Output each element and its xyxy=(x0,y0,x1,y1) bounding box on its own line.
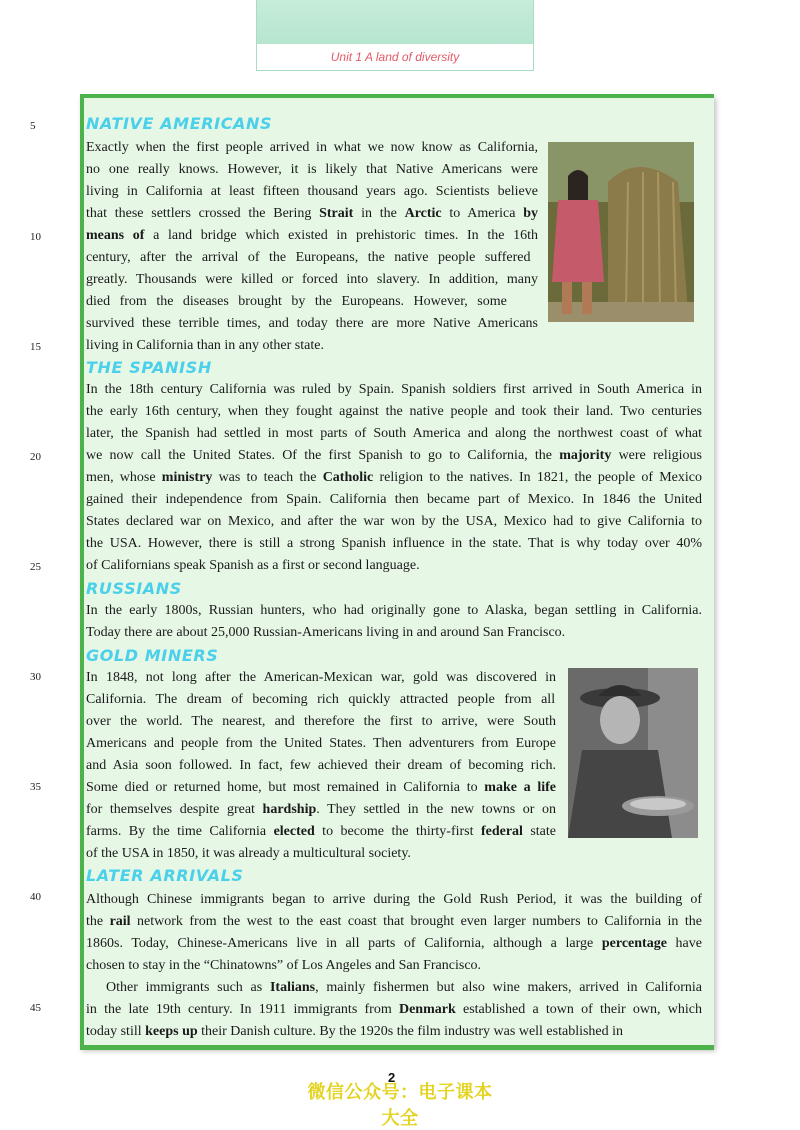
text-run: In the 18th century California was ruled by Spain. Spanish soldiers first arrived in South America in xyxy=(86,382,702,397)
text-line xyxy=(86,689,555,711)
line-number: 35 xyxy=(30,781,41,793)
text-run: . They settled in the new towns or on xyxy=(316,802,556,817)
text-line xyxy=(86,203,538,225)
text-run: Although Chinese immigrants began to arrive during the Gold Rush Period, it was the building of xyxy=(86,892,702,907)
text-line xyxy=(86,821,556,843)
text-run: for themselves despite great xyxy=(86,802,263,817)
text-line xyxy=(86,225,538,247)
bold-term: Strait xyxy=(319,206,354,221)
bold-term: means of xyxy=(86,228,145,243)
bold-term: ministry xyxy=(161,470,213,485)
bold-term: percentage xyxy=(601,936,667,951)
bold-term: majority xyxy=(559,448,612,463)
text-run: that these settlers crossed the Bering xyxy=(86,206,320,221)
text-run: network from the west to the east coast that brought even larger numbers to California in the xyxy=(130,914,702,929)
text-run: In the early 1800s, Russian hunters, who had originally gone to Alaska, began settling in California. xyxy=(86,603,702,618)
text-run: were religious xyxy=(611,448,702,463)
text-line xyxy=(86,335,324,357)
text-line xyxy=(86,999,702,1021)
line-number: 5 xyxy=(30,120,36,132)
panel-bottom-border xyxy=(80,1045,714,1050)
text-run: was to teach the xyxy=(212,470,323,485)
bold-term: Catholic xyxy=(322,470,374,485)
text-run: died from the diseases brought by the Europeans. However, some xyxy=(86,294,507,309)
text-run: greatly. Thousands were killed or forced into slavery. In addition, many xyxy=(86,272,538,287)
text-run: of the USA in 1850, it was already a multicultural society. xyxy=(86,846,411,861)
text-line xyxy=(86,799,556,821)
page-number: 2 xyxy=(388,1070,396,1085)
text-line xyxy=(86,181,538,203)
line-number: 20 xyxy=(30,451,41,463)
text-line xyxy=(86,1021,623,1043)
text-run: Some died or returned home, but most remained in California to xyxy=(86,780,485,795)
text-run: and Asia soon followed. In fact, few achieved their dream of becoming rich. xyxy=(86,758,556,773)
text-run: California. The dream of becoming rich quickly attracted people from all xyxy=(86,692,556,707)
text-run: we now call the United States. Of the first Spanish to go to California, the xyxy=(86,448,560,463)
line-number: 40 xyxy=(30,891,41,903)
text-run: state xyxy=(522,824,556,839)
text-run: 1860s. Today, Chinese-Americans live in all parts of California, although a large xyxy=(86,936,602,951)
text-line xyxy=(86,291,507,313)
text-line xyxy=(106,977,702,999)
line-number: 10 xyxy=(30,231,41,243)
text-line xyxy=(86,269,538,291)
text-line xyxy=(86,733,556,755)
text-run: of Californians speak Spanish as a first or second language. xyxy=(86,558,420,573)
bold-term: Arctic xyxy=(404,206,442,221)
text-run: have xyxy=(666,936,702,951)
text-line xyxy=(86,467,702,489)
bold-term: make a life xyxy=(484,780,556,795)
text-line xyxy=(86,401,702,423)
text-run: States declared war on Mexico, and after the war won by the USA, Mexico had to give California to xyxy=(86,514,702,529)
text-line xyxy=(86,600,702,622)
text-run: farms. By the time California xyxy=(86,824,274,839)
text-run: a land bridge which existed in prehistoric times. In the 16th xyxy=(144,228,538,243)
text-run: Other immigrants such as xyxy=(106,980,270,995)
native-american-woman-photo xyxy=(548,142,694,322)
section-heading-native-americans: NATIVE AMERICANS xyxy=(86,114,273,133)
text-line xyxy=(86,911,702,933)
bold-term: by xyxy=(523,206,538,221)
text-line xyxy=(86,755,556,777)
bold-term: Italians xyxy=(269,980,316,995)
text-line xyxy=(86,313,538,335)
text-run: to become the thirty-first xyxy=(314,824,481,839)
text-run: men, whose xyxy=(86,470,162,485)
text-line xyxy=(86,622,565,644)
text-run: In 1848, not long after the American-Mexican war, gold was discovered in xyxy=(86,670,556,685)
text-run: chosen to stay in the “Chinatowns” of Los Angeles and San Francisco. xyxy=(86,958,482,973)
text-line xyxy=(86,137,538,159)
text-line xyxy=(86,933,702,955)
text-run: Americans and people from the United States. Then adventurers from Europe xyxy=(86,736,556,751)
unit-title: Unit 1 A land of diversity xyxy=(256,44,534,71)
section-heading-russians: RUSSIANS xyxy=(86,579,182,598)
header-band xyxy=(256,0,534,44)
text-line xyxy=(86,955,481,977)
text-run: established a town of their own, which xyxy=(455,1002,703,1017)
bold-term: Denmark xyxy=(398,1002,456,1017)
bold-term: federal xyxy=(480,824,523,839)
text-run: in the late 19th century. In 1911 immigrants from xyxy=(86,1002,399,1017)
text-run: survived these terrible times, and today there are more Native Americans xyxy=(86,316,538,331)
text-run: gained their independence from Spain. California then became part of Mexico. In 1846 the United xyxy=(86,492,702,507)
text-run: living in California than in any other state. xyxy=(86,338,324,353)
text-line xyxy=(86,489,702,511)
text-run: the USA. However, there is still a strong Spanish influence in the state. That is why today over 40% xyxy=(86,536,702,551)
line-number: 30 xyxy=(30,671,41,683)
text-line xyxy=(86,889,702,911)
text-line xyxy=(86,511,702,533)
text-line xyxy=(86,159,538,181)
text-run: living in California at least fifteen thousand years ago. Scientists believe xyxy=(86,184,538,199)
line-number: 25 xyxy=(30,561,41,573)
text-line xyxy=(86,379,702,401)
text-line xyxy=(86,445,702,467)
text-run: today still xyxy=(86,1024,146,1039)
section-heading-later-arrivals: LATER ARRIVALS xyxy=(86,866,244,885)
text-line xyxy=(86,711,556,733)
text-run: the early 16th century, when they fought against the native people and took their land. Two centuries xyxy=(86,404,702,419)
text-line xyxy=(86,777,556,799)
text-run: Today there are about 25,000 Russian-Americans living in and around San Francisco. xyxy=(86,625,566,640)
text-run: later, the Spanish had settled in most parts of South America and along the northwest coast of what xyxy=(86,426,702,441)
line-number: 45 xyxy=(30,1002,41,1014)
watermark-text: 微信公众号：电子课本大全 xyxy=(307,1082,493,1129)
text-run: to America xyxy=(441,206,524,221)
text-run: over the world. The nearest, and therefore the first to arrive, were South xyxy=(86,714,556,729)
gold-miner-photo xyxy=(568,668,698,838)
text-run: century, after the arrival of the Europeans, the native people suffered xyxy=(86,250,531,265)
text-line xyxy=(86,843,411,865)
text-run: religion to the natives. In 1821, the people of Mexico xyxy=(373,470,702,485)
text-line xyxy=(86,667,556,689)
bold-term: elected xyxy=(273,824,315,839)
bold-term: hardship xyxy=(262,802,317,817)
text-line xyxy=(86,533,702,555)
text-run: the xyxy=(86,914,110,929)
text-run: Exactly when the first people arrived in what we now know as California, xyxy=(86,140,538,155)
text-line xyxy=(86,423,702,445)
line-number: 15 xyxy=(30,341,41,353)
text-run: in the xyxy=(353,206,405,221)
bold-term: keeps up xyxy=(145,1024,198,1039)
section-heading-the-spanish: THE SPANISH xyxy=(86,358,212,377)
panel-top-border xyxy=(80,94,714,98)
text-run: , mainly fishermen but also wine makers, arrived in California xyxy=(315,980,702,995)
section-heading-gold-miners: GOLD MINERS xyxy=(86,646,219,665)
bold-term: rail xyxy=(109,914,131,929)
text-line xyxy=(86,247,530,269)
text-line xyxy=(86,555,420,577)
text-run: no one really knows. However, it is likely that Native Americans were xyxy=(86,162,538,177)
text-run: their Danish culture. By the 1920s the film industry was well established in xyxy=(197,1024,624,1039)
